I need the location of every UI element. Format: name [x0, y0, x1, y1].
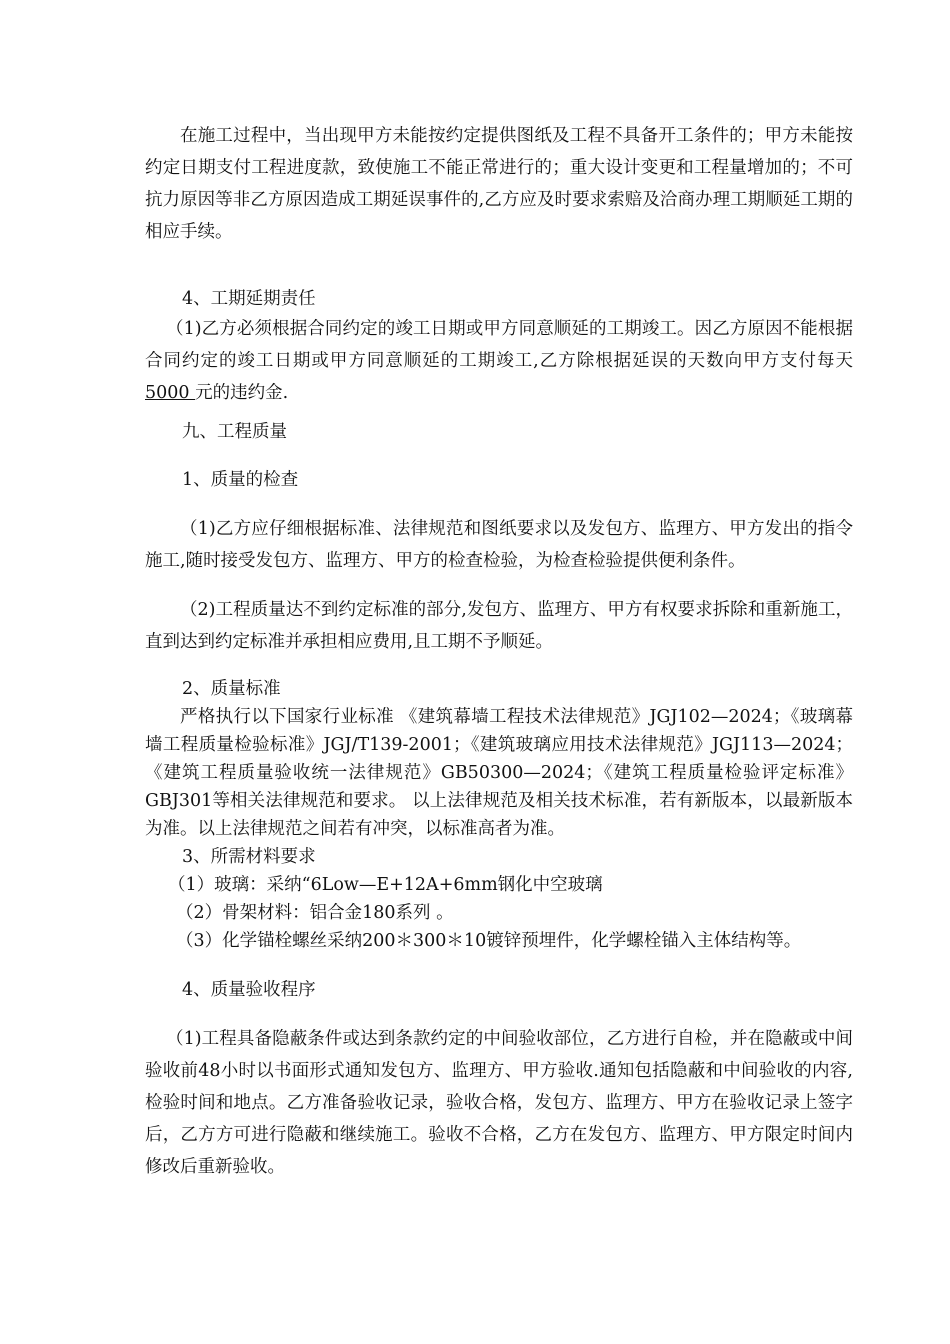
material-anchor: （3）化学锚栓螺丝采纳200＊300＊10镀锌预埋件，化学螺栓锚入主体结构等。: [176, 931, 802, 951]
paragraph-quality-standards: 严格执行以下国家行业标准 《建筑幕墙工程技术法律规范》JGJ102—2024；《玻璃幕墙工程质量检验标准》JGJ/T139-2001；《建筑玻璃应用技术法律规范》JGJ113—2024；《建筑工程质量验收统一法律规范》GB50300—2024；《建筑工程质量检验评定标准》GBJ301等相关法律规范和要求。 以上法律规范及相关技术标准，若有新版本，以最新版本为准。以上法律规范之间若有冲突，以标准高者为准。: [145, 707, 853, 839]
paragraph-inspection-1: （1)乙方应仔细根据标准、法律规范和图纸要求以及发包方、监理方、甲方发出的指令施工,随时接受发包方、监理方、甲方的检查检验，为检查检验提供便利条件。: [145, 519, 853, 571]
heading-quality-standard: 2、质量标准: [182, 679, 281, 699]
heading-acceptance: 4、质量验收程序: [182, 980, 316, 1000]
penalty-amount: 5000: [145, 383, 196, 403]
paragraph-inspection-2: （2)工程质量达不到约定标准的部分,发包方、监理方、甲方有权要求拆除和重新施工，直到达到约定标准并承担相应费用,且工期不予顺延。: [145, 600, 853, 652]
heading-quality: 九、工程质量: [182, 422, 287, 442]
material-glass: （1）玻璃：采纳“6Low—E+12A+6mm钢化中空玻璃: [168, 875, 603, 895]
heading-materials: 3、所需材料要求: [182, 847, 316, 867]
heading-quality-inspection: 1、质量的检查: [182, 470, 299, 490]
heading-delay-liability: 4、工期延期责任: [182, 289, 316, 309]
paragraph-delay-causes: 在施工过程中，当出现甲方未能按约定提供图纸及工程不具备开工条件的；甲方未能按约定日期支付工程进度款，致使施工不能正常进行的；重大设计变更和工程量增加的；不可抗力原因等非乙方原因造成工期延误事件的,乙方应及时要求索赔及洽商办理工期顺延工期的相应手续。: [145, 126, 853, 242]
material-frame: （2）骨架材料：铝合金180系列 。: [176, 903, 454, 923]
paragraph-delay-penalty: [145, 313, 853, 409]
penalty-text-post: 元的违约金.: [195, 383, 289, 403]
paragraph-acceptance-procedure: （1)工程具备隐蔽条件或达到条款约定的中间验收部位，乙方进行自检，并在隐蔽或中间验收前48小时以书面形式通知发包方、监理方、甲方验收.通知包括隐蔽和中间验收的内容,检验时间和地点。乙方准备验收记录，验收合格，发包方、监理方、甲方在验收记录上签字后，乙方方可进行隐蔽和继续施工。验收不合格，乙方在发包方、监理方、甲方限定时间内修改后重新验收。: [145, 1029, 853, 1177]
penalty-text-pre: （1)乙方必须根据合同约定的竣工日期或甲方同意顺延的工期竣工。因乙方原因不能根据合同约定的竣工日期或甲方同意顺延的工期竣工,乙方除根据延误的天数向甲方支付每天: [145, 319, 853, 371]
